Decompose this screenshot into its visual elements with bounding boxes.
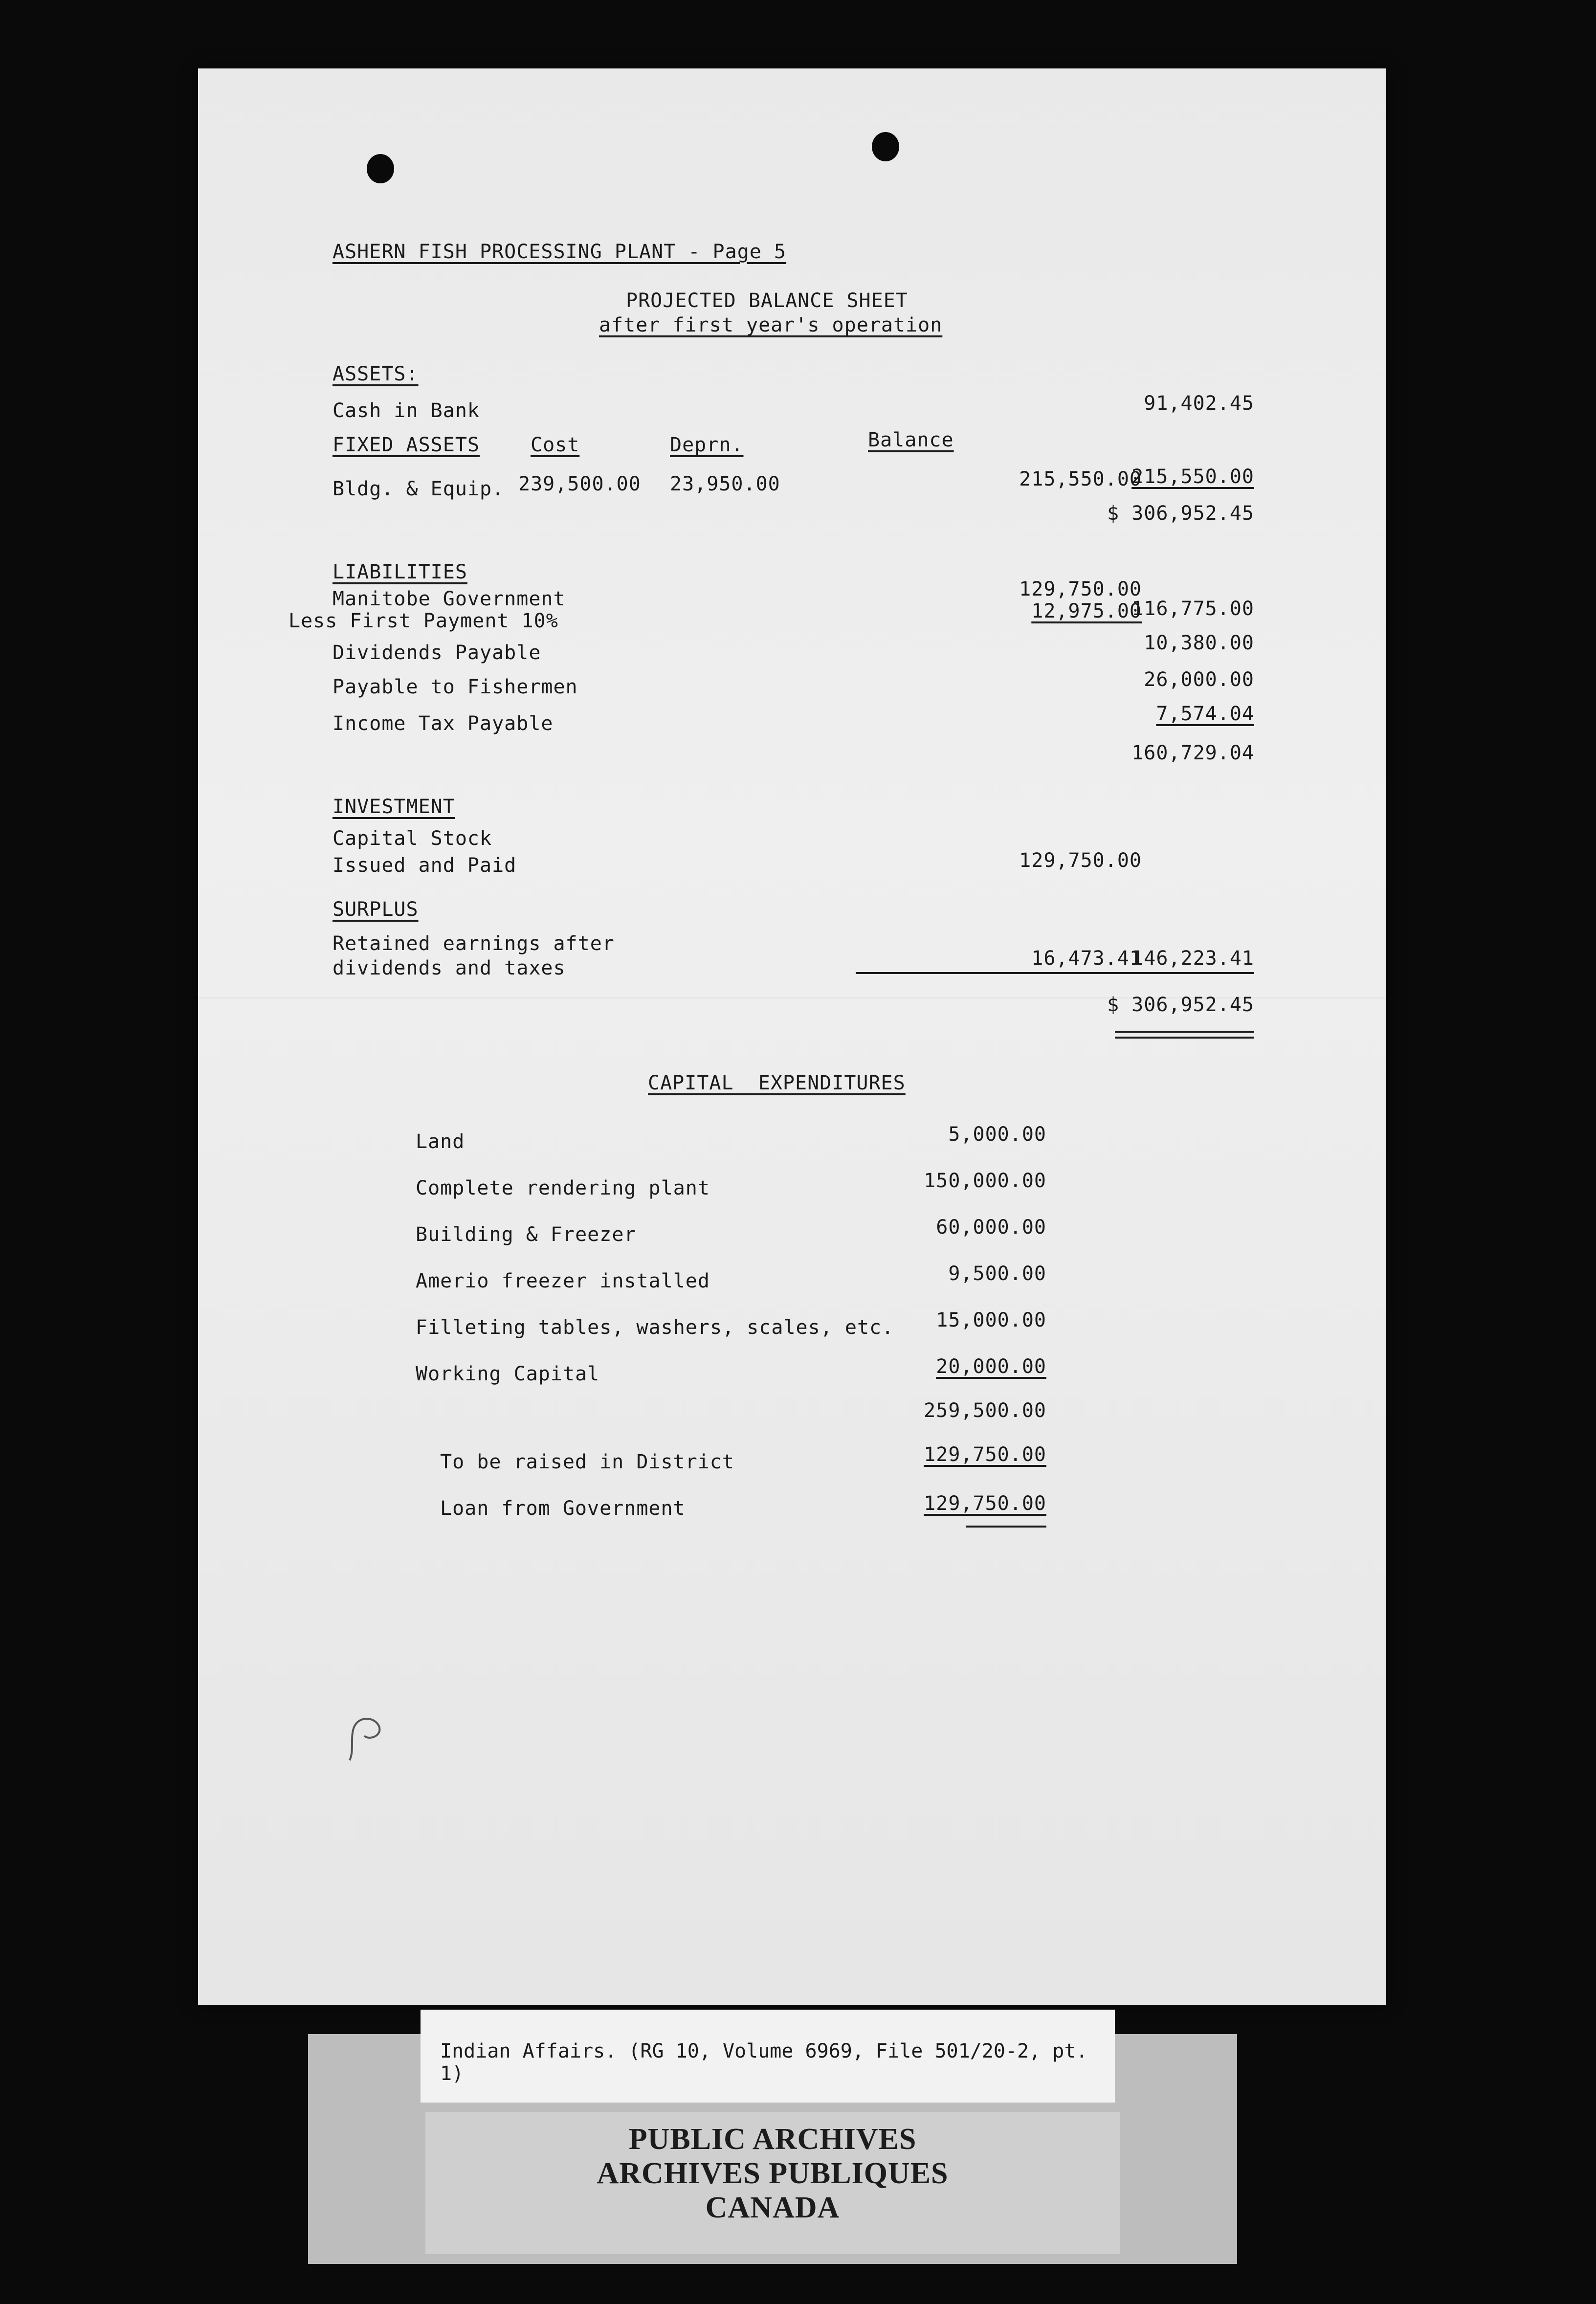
manitoba-government-label: Manitobe Government <box>332 588 566 610</box>
issued-and-paid-label: Issued and Paid <box>332 854 517 877</box>
cost-column-heading: Cost <box>531 434 580 456</box>
surplus-heading: SURPLUS <box>332 898 419 921</box>
archive-reference-label <box>421 2010 1115 2103</box>
capex-item-label: Filleting tables, washers, scales, etc. <box>416 1316 894 1339</box>
capital-stock-label: Capital Stock <box>332 827 492 850</box>
capex-item-value: 15,000.00 <box>936 1309 1046 1331</box>
dividends-and-taxes-label: dividends and taxes <box>332 957 566 979</box>
capex-item-label: Building & Freezer <box>416 1223 637 1246</box>
liabilities-total: 160,729.04 <box>1131 742 1254 764</box>
less-first-payment-label: Less First Payment 10% <box>288 610 558 632</box>
surplus-rule <box>856 972 1254 974</box>
punch-hole-left <box>367 154 394 183</box>
capex-item-value: 9,500.00 <box>948 1263 1046 1285</box>
manitoba-net-value: 116,775.00 <box>1131 598 1254 620</box>
dividends-payable-label: Dividends Payable <box>332 642 541 664</box>
loan-from-government-label: Loan from Government <box>440 1497 686 1520</box>
payable-to-fishermen-value: 26,000.00 <box>1144 668 1254 691</box>
bldg-equip-label: Bldg. & Equip. <box>332 478 505 500</box>
cash-in-bank-label: Cash in Bank <box>332 399 480 422</box>
stamp-line-1: PUBLIC ARCHIVES <box>628 2123 917 2156</box>
loan-from-government-value: 129,750.00 <box>924 1492 1046 1515</box>
balance-sheet-subtitle: after first year's operation <box>599 314 943 336</box>
capex-item-label: Land <box>416 1130 465 1153</box>
assets-heading: ASSETS: <box>332 363 419 385</box>
retained-earnings-value: 16,473.41 <box>1031 947 1142 970</box>
dividends-payable-value: 10,380.00 <box>1144 632 1254 654</box>
archive-stamp-area <box>425 2112 1120 2254</box>
grand-total: $ 306,952.45 <box>1107 994 1254 1016</box>
fixed-assets-heading: FIXED ASSETS <box>332 434 480 456</box>
assets-total: $ 306,952.45 <box>1107 502 1254 525</box>
stamp-line-3: CANADA <box>705 2191 840 2224</box>
capex-item-label: Working Capital <box>416 1363 600 1385</box>
liabilities-heading: LIABILITIES <box>332 561 467 583</box>
capex-item-value: 20,000.00 <box>936 1355 1046 1378</box>
stamp-line-2: ARCHIVES PUBLIQUES <box>597 2157 949 2190</box>
punch-hole-right <box>872 132 899 161</box>
income-tax-payable-value: 7,574.04 <box>1156 703 1254 725</box>
payable-to-fishermen-label: Payable to Fishermen <box>332 676 578 698</box>
manitoba-government-value: 129,750.00 <box>1019 578 1142 600</box>
capex-item-label: Complete rendering plant <box>416 1177 710 1199</box>
grand-total-double-rule-1 <box>1115 1031 1254 1033</box>
bldg-total-value: 215,550.00 <box>1131 465 1254 488</box>
raised-in-district-value: 129,750.00 <box>924 1443 1046 1466</box>
income-tax-payable-label: Income Tax Payable <box>332 712 554 735</box>
document-title: ASHERN FISH PROCESSING PLANT - Page 5 <box>332 241 787 263</box>
capex-item-label: Amerio freezer installed <box>416 1270 710 1292</box>
investment-heading: INVESTMENT <box>332 796 455 818</box>
retained-earnings-label: Retained earnings after <box>332 932 615 955</box>
bldg-deprn-value: 23,950.00 <box>670 473 780 495</box>
capital-expenditures-heading: CAPITAL EXPENDITURES <box>648 1072 906 1094</box>
balance-sheet-title: PROJECTED BALANCE SHEET <box>626 289 908 312</box>
capex-total: 259,500.00 <box>924 1399 1046 1422</box>
capex-item-value: 60,000.00 <box>936 1216 1046 1239</box>
raised-in-district-label: To be raised in District <box>440 1451 734 1473</box>
bldg-balance-value: 215,550.00 <box>1019 468 1142 490</box>
archive-reference-text: Indian Affairs. (RG 10, Volume 6969, File 501/20-2, pt. 1) <box>440 2040 1088 2085</box>
document-page <box>198 68 1386 2005</box>
retained-earnings-total: 146,223.41 <box>1131 947 1254 970</box>
loan-double-rule <box>966 1526 1046 1528</box>
less-first-payment-value: 12,975.00 <box>1031 600 1142 622</box>
capital-stock-value: 129,750.00 <box>1019 849 1142 872</box>
deprn-column-heading: Deprn. <box>670 434 744 456</box>
grand-total-double-rule-2 <box>1115 1037 1254 1039</box>
balance-column-heading: Balance <box>868 429 954 451</box>
cash-in-bank-value: 91,402.45 <box>1144 392 1254 415</box>
bldg-cost-value: 239,500.00 <box>518 473 641 495</box>
capex-item-value: 150,000.00 <box>924 1170 1046 1192</box>
pencil-mark <box>340 1706 408 1770</box>
capex-item-value: 5,000.00 <box>948 1123 1046 1146</box>
